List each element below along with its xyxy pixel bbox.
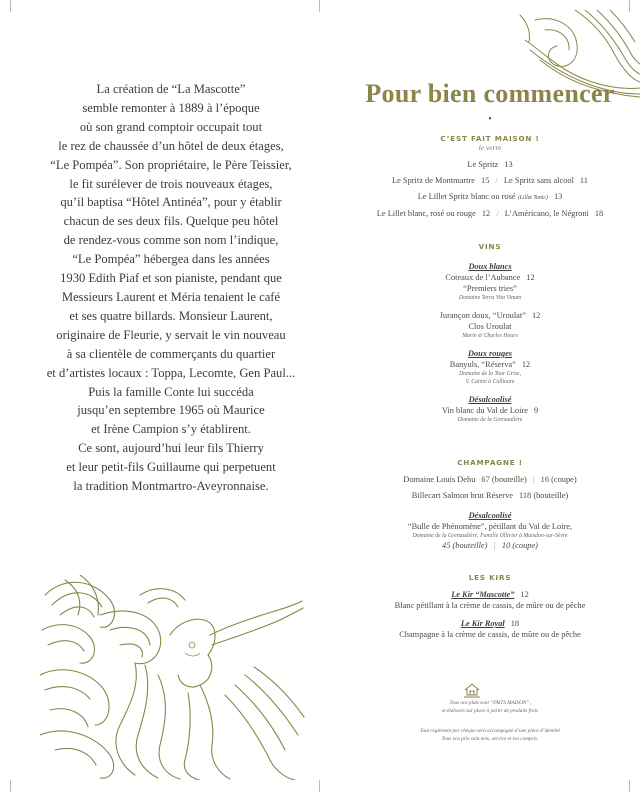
wine-domain: Domaine de la Tour Grise, xyxy=(458,371,522,377)
menu-item: Billecart Salmon brut Réserve 118 (bouteille) xyxy=(411,491,569,500)
menu-item: Vin blanc du Val de Loire 9 xyxy=(441,406,539,415)
wine-category: Doux blancs xyxy=(468,262,512,271)
history-line: jusqu’en septembre 1965 où Maurice xyxy=(77,403,265,418)
history-line: et ses quatre billards. Monsieur Laurent, xyxy=(69,308,273,323)
history-line: Messieurs Laurent et Méria tenaient le café xyxy=(61,289,281,304)
footer-legal: Tout règlement par chèque sera accompagné d’une pièce d’identité Tous nos prix sont nets, service et tva compris. xyxy=(420,728,560,742)
history-line: à sa clientèle de commerçants du quartier xyxy=(66,346,276,361)
wine-category: Désalcoolisé xyxy=(468,395,512,404)
menu-item-detail: Clos Uroulat xyxy=(468,322,512,331)
menu-item-detail: Blanc pétillant à la crème de cassis, de mûre ou de pêche xyxy=(394,601,586,610)
history-line: Ce sont, aujourd’hui leur fils Thierry xyxy=(78,441,264,456)
history-line: qu’il baptisa “Hôtel Antinéa”, pour y établir xyxy=(60,195,282,210)
title-bullet: • xyxy=(488,114,492,125)
section-champagne xyxy=(340,458,640,552)
menu-item: Domaine Louis Dehu 67 (bouteille) | 16 (coupe) xyxy=(403,475,577,484)
crop-mark xyxy=(10,780,11,792)
art-nouveau-woman-illustration xyxy=(40,575,305,780)
history-line: semble remonter à 1889 à l’époque xyxy=(82,100,260,115)
wine-domain: Marie et Charles Hours xyxy=(462,333,518,339)
menu-item: Jurançon doux, “Uroulat” 12 xyxy=(439,311,541,320)
wine-domain: Domaine Terra Vita Vinum xyxy=(458,295,522,301)
menu-item: Coteaux de l’Aubance 12 xyxy=(445,273,535,282)
menu-title: Pour bien commencer xyxy=(365,79,615,108)
wine-domain: Domaine de la Grenaudière xyxy=(457,417,523,423)
history-line: La création de “La Mascotte” xyxy=(96,82,246,96)
section-heading: C’EST FAIT MAISON ! xyxy=(440,134,540,143)
section-heading: VINS xyxy=(478,242,502,251)
section-fait-maison xyxy=(340,134,640,220)
history-text xyxy=(30,80,312,496)
menu-item: Le Kir “Mascotte” 12 xyxy=(451,590,529,599)
menu-item: Le Spritz 13 xyxy=(467,160,513,169)
history-line: le rez de chaussée d’un hôtel de deux étages, xyxy=(58,138,284,153)
footer-note: Tous nos plats sont “FAITS MAISON”, et élaborés sur place à partir de produits frais xyxy=(441,700,539,714)
crop-mark xyxy=(319,780,320,792)
history-line: originaire de Fleurie, y servait le vin nouveau xyxy=(56,327,286,342)
history-line: de rendez-vous comme son nom l’indique, xyxy=(63,233,279,248)
menu-item-detail: Champagne à la crème de cassis, de mûre ou de pêche xyxy=(399,630,581,639)
history-line: et leur petit-fils Guillaume qui perpetuent xyxy=(66,460,276,475)
house-cooking-icon xyxy=(463,682,481,698)
section-subtitle: le verre xyxy=(478,143,502,152)
history-line: chacun de ses deux fils. Quelque peu hôtel xyxy=(63,214,279,229)
wine-domain: Domaine de la Grenaudière, Famille Ollivier à Maisdon-sur-Sèvre xyxy=(412,533,568,539)
crop-mark xyxy=(629,780,630,792)
crop-mark xyxy=(10,0,11,12)
section-heading: LES KIRS xyxy=(468,573,512,582)
menu-item-prices: 45 (bouteille) | 10 (coupe) xyxy=(442,541,538,550)
section-kirs xyxy=(340,573,640,641)
history-line: le fit surélever de trois nouveaux étages, xyxy=(69,176,273,191)
history-line: “Le Pompéa” hébergea dans les années xyxy=(72,252,270,267)
crop-mark xyxy=(319,0,320,12)
menu-item: Le Kir Royal 18 xyxy=(460,619,520,628)
wine-category: Désalcoolisé xyxy=(468,511,512,520)
menu-item-detail: “Premiers tries” xyxy=(463,284,517,293)
history-line: et d’artistes locaux : Toppa, Lecomte, Gen Paul... xyxy=(46,365,296,380)
history-line: 1930 Edith Piaf et son pianiste, pendant que xyxy=(60,271,282,286)
menu-item: Le Spritz de Montmartre 15 / Le Spritz sans alcool 11 xyxy=(391,176,588,185)
menu-column xyxy=(340,78,640,126)
wine-category: Doux rouges xyxy=(467,349,513,358)
history-line: où son grand comptoir occupait tout xyxy=(79,119,263,134)
section-vins xyxy=(340,242,640,424)
menu-item: Le Lillet blanc, rosé ou rouge 12 / L’Américano, le Négroni 18 xyxy=(376,209,604,218)
history-line: la tradition Montmartro-Aveyronnaise. xyxy=(73,479,269,494)
menu-item: Le Lillet Spritz blanc ou rosé (Lillet Tonic) 13 xyxy=(417,192,563,201)
history-line: “Le Pompéa”. Son propriétaire, le Père Teissier, xyxy=(50,157,292,172)
menu-item: “Bulle de Phénomène”, pétillant du Val de Loire, xyxy=(407,522,573,531)
history-line: et Irène Campion s’y établirent. xyxy=(91,422,251,437)
history-line: Puis la famille Conte lui succéda xyxy=(88,384,254,399)
menu-item: Banyuls, “Réserva” 12 xyxy=(449,360,531,369)
section-heading: CHAMPAGNE ! xyxy=(457,458,523,467)
wine-domain: V. Cantié à Collioure xyxy=(465,379,515,385)
